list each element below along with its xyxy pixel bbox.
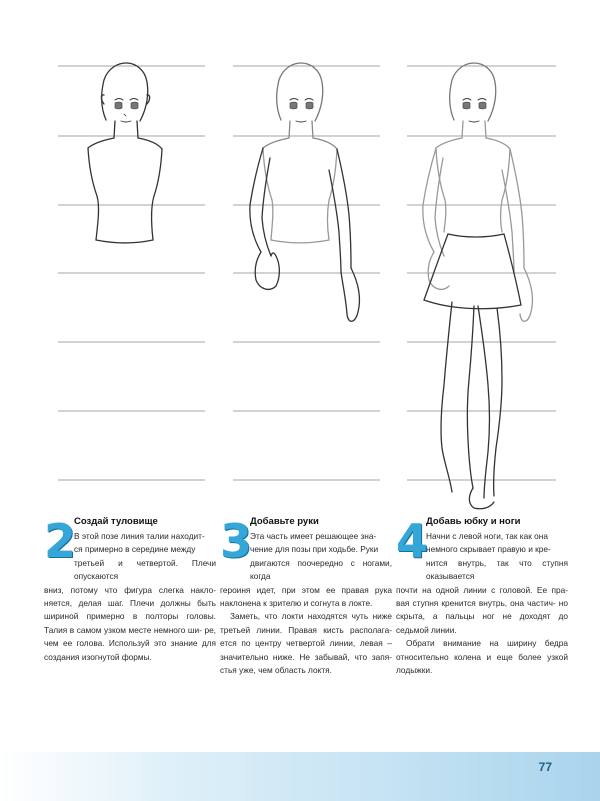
figure-step-2	[88, 63, 162, 243]
step-2-column	[44, 512, 216, 664]
page-number: 77	[538, 760, 552, 774]
step-3-title: Добавьте руки	[250, 516, 319, 527]
figure-step-3	[250, 63, 360, 321]
step-4-column	[396, 512, 568, 677]
step-4-number: 4	[396, 514, 429, 568]
step-3-line-1: Эта часть имеет решающее зна-	[250, 531, 377, 541]
step-2-line-3: третьей и четвертой. Плечи опускаются	[74, 557, 216, 582]
step-2-line-1: В этой позе линия талии находит-	[74, 531, 205, 541]
step-3-line-2: чение для позы при ходьбе. Руки	[250, 544, 379, 555]
step-2-title: Создай туловище	[74, 516, 158, 527]
step-3-paragraph-1: героиня идет, при этом ее правая рука наклонена к зрителю и согнута в локте.	[220, 584, 392, 609]
step-3-column	[220, 512, 392, 677]
step-4-line-2: немного скрывает правую и кре-	[426, 544, 551, 555]
step-4-paragraph-1: почти на одной линии с головой. Ее пра- вая ступня кренится внутрь, она частич- но скрыта, а пальцы ног не доходят до седьмой линии.	[396, 584, 568, 635]
step-4-title: Добавь юбку и ноги	[426, 516, 521, 527]
step-4-paragraph-2: Обрати внимание на ширину бедра относительно колена и еще более узкой лодыжки.	[396, 638, 568, 676]
step-3-paragraph-2: Заметь, что локти находятся чуть ниже третьей линии. Правая кисть располага- ется по центру четвертой линии, левая – значительно ниже. Не забывай, что запя- стья уже, чем область локтя.	[220, 611, 392, 676]
figure-step-4	[423, 63, 533, 509]
step-2-paragraph: вниз, потому что фигура слегка накло- няется, делая шаг. Плечи должны быть шириной примерно в полторы головы. Талия в самом узком месте немного ши- ре, чем ее голова. Используй это знание для создания изогнутой формы.	[44, 584, 216, 662]
step-2-number: 2	[44, 514, 77, 568]
step-3-line-3: двигаются поочередно с ногами, когда	[250, 557, 392, 582]
step-4-line-3: нится внутрь, так что ступня оказывается	[426, 557, 568, 582]
step-2-line-2: ся примерно в середине между	[74, 544, 196, 555]
step-3-number: 3	[220, 514, 253, 568]
footer-band	[0, 752, 600, 801]
guide-lines	[58, 66, 556, 480]
step-4-line-1: Начни с левой ноги, так как она	[426, 531, 548, 541]
